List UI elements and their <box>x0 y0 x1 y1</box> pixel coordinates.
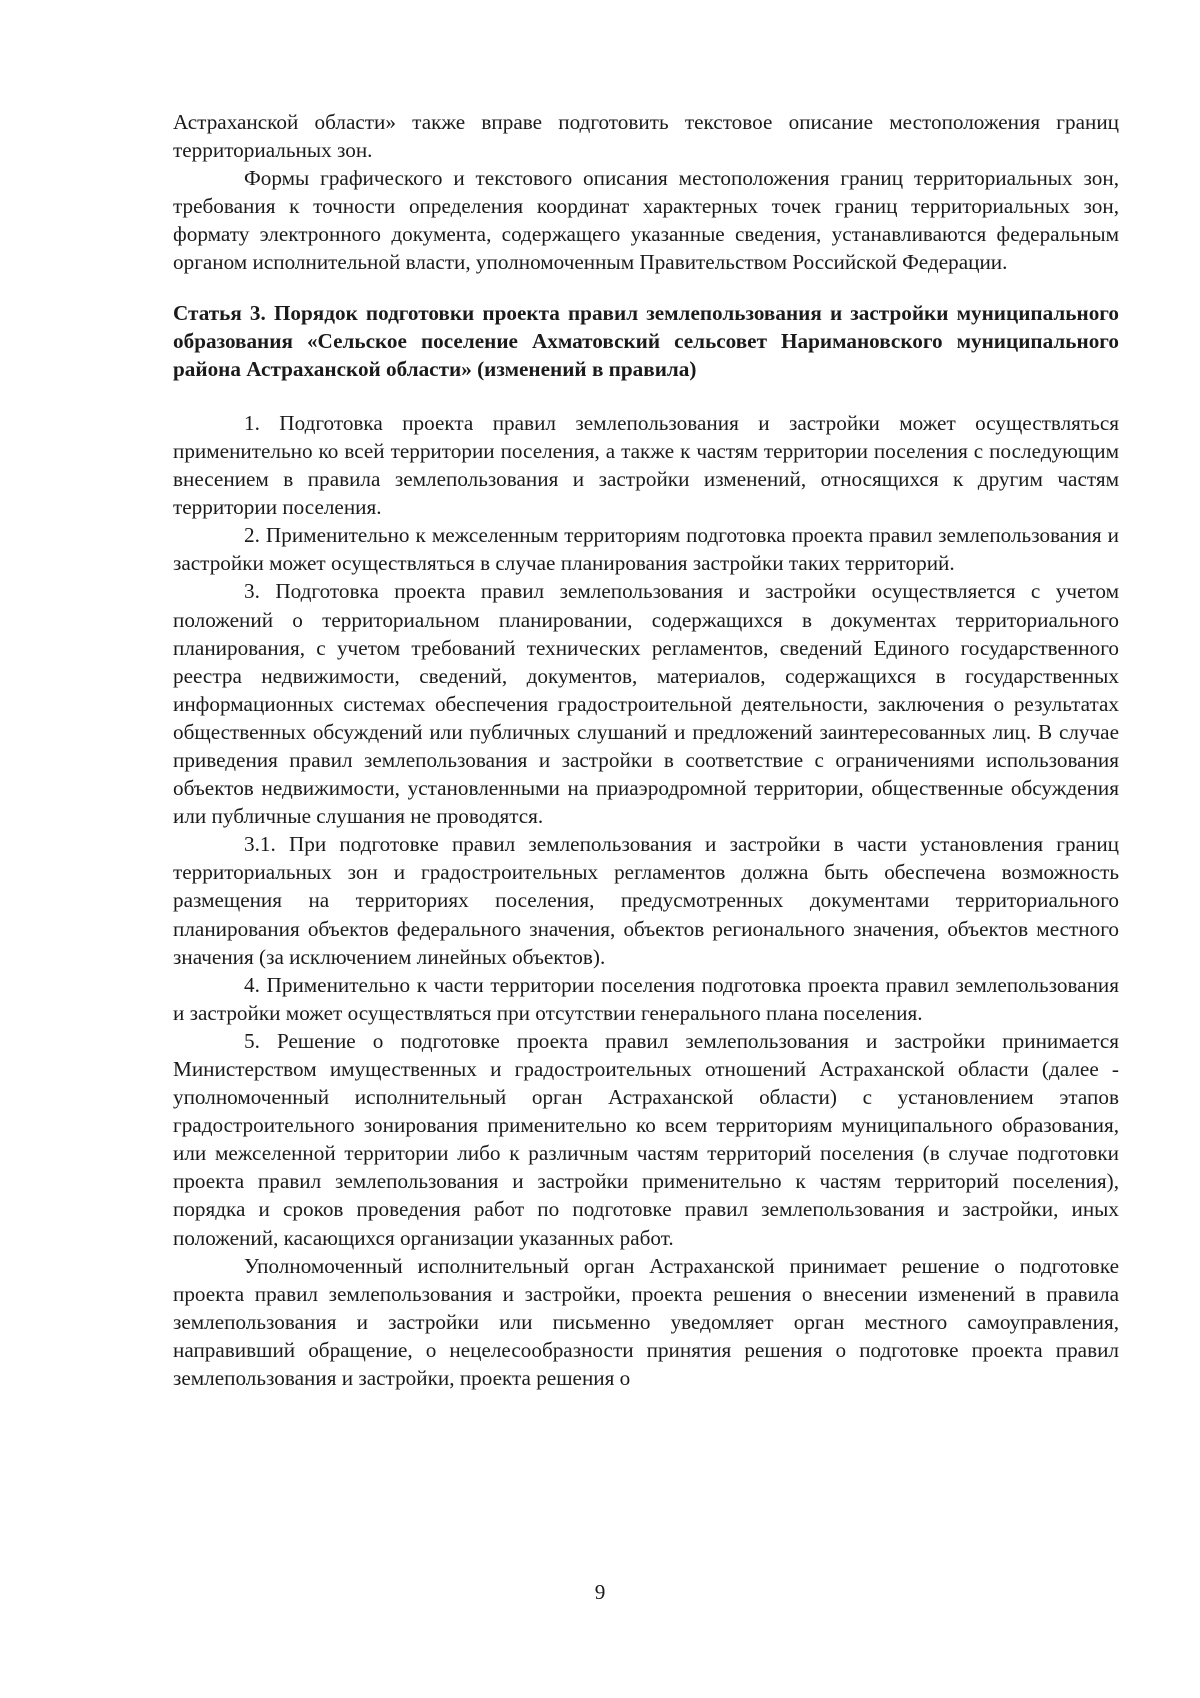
paragraph-item-1: 1. Подготовка проекта правил землепользования и застройки может осуществляться применительно ко всей территории поселения, а также к частям территории поселения с последующим внесением в правила землепользования и застройки изменений, относящихся к другим частям территории поселения. <box>173 410 1119 520</box>
article-heading: Статья 3. Порядок подготовки проекта правил землепользования и застройки муниципального образования «Сельское поселение Ахматовский сельсовет Наримановского муниципального района Астраханской области» (изменений в правила) <box>173 300 1119 381</box>
paragraph-forms: Формы графического и текстового описания местоположения границ территориальных зон, требования к точности определения координат характерных точек границ территориальных зон, формату электронного документа, содержащего указанные сведения, устанавливаются федеральным органом исполнительной власти, уполномоченным Правительством Российской Федерации. <box>173 166 1119 275</box>
paragraph-item-5: 5. Решение о подготовке проекта правил землепользования и застройки принимается Министерством имущественных и градостроительных отношений Астраханской области (далее - уполномоченный исполнительный орган Астраханской области) с установлением этапов градостроительного зонирования применительно ко всем территориям муниципального образования, или межселенной территории либо к различным частям территорий поселения (в случае подготовки проекта правил землепользования и застройки применительно к частям территорий поселения), порядка и сроков проведения работ по подготовке правил землепользования и застройки, иных положений, касающихся организации указанных работ. <box>173 1028 1119 1250</box>
paragraph-item-2: 2. Применительно к межселенным территориям подготовка проекта правил землепользования и застройки может осуществляться в случае планирования застройки таких территорий. <box>173 523 1119 576</box>
paragraph-item-3-1: 3.1. При подготовке правил землепользования и застройки в части установления границ территориальных зон и градостроительных регламентов должна быть обеспечена возможность размещения на территориях поселения, предусмотренных документами территориального планирования объектов федерального значения, объектов регионального значения, объектов местного значения (за исключением линейных объектов). <box>173 832 1119 969</box>
paragraph-continuation: Астраханской области» также вправе подготовить текстовое описание местоположения границ территориальных зон. <box>173 110 1119 163</box>
paragraph-item-4: 4. Применительно к части территории поселения подготовка проекта правил землепользования и застройки может осуществляться при отсутствии генерального плана поселения. <box>173 972 1119 1025</box>
document-page <box>173 108 1119 1392</box>
page-number: 9 <box>594 1580 606 1604</box>
paragraph-item-3: 3. Подготовка проекта правил землепользования и застройки осуществляется с учетом положений о территориальном планировании, содержащихся в документах территориального планирования, с учетом требований технических регламентов, сведений Единого государственного реестра недвижимости, сведений, документов, материалов, содержащихся в государственных информационных системах обеспечения градостроительной деятельности, заключения о результатах общественных обсуждений или публичных слушаний и предложений заинтересованных лиц. В случае приведения правил землепользования и застройки в соответствие с ограничениями использования объектов недвижимости, установленными на приаэродромной территории, общественные обсуждения или публичные слушания не проводятся. <box>173 579 1119 829</box>
paragraph-authority-decision: Уполномоченный исполнительный орган Астраханской принимает решение о подготовке проекта правил землепользования и застройки, проекта решения о внесении изменений в правила землепользования и застройки или письменно уведомляет орган местного самоуправления, направивший обращение, о нецелесообразности принятия решения о подготовке проекта правил землепользования и застройки, проекта решения о <box>173 1253 1119 1391</box>
